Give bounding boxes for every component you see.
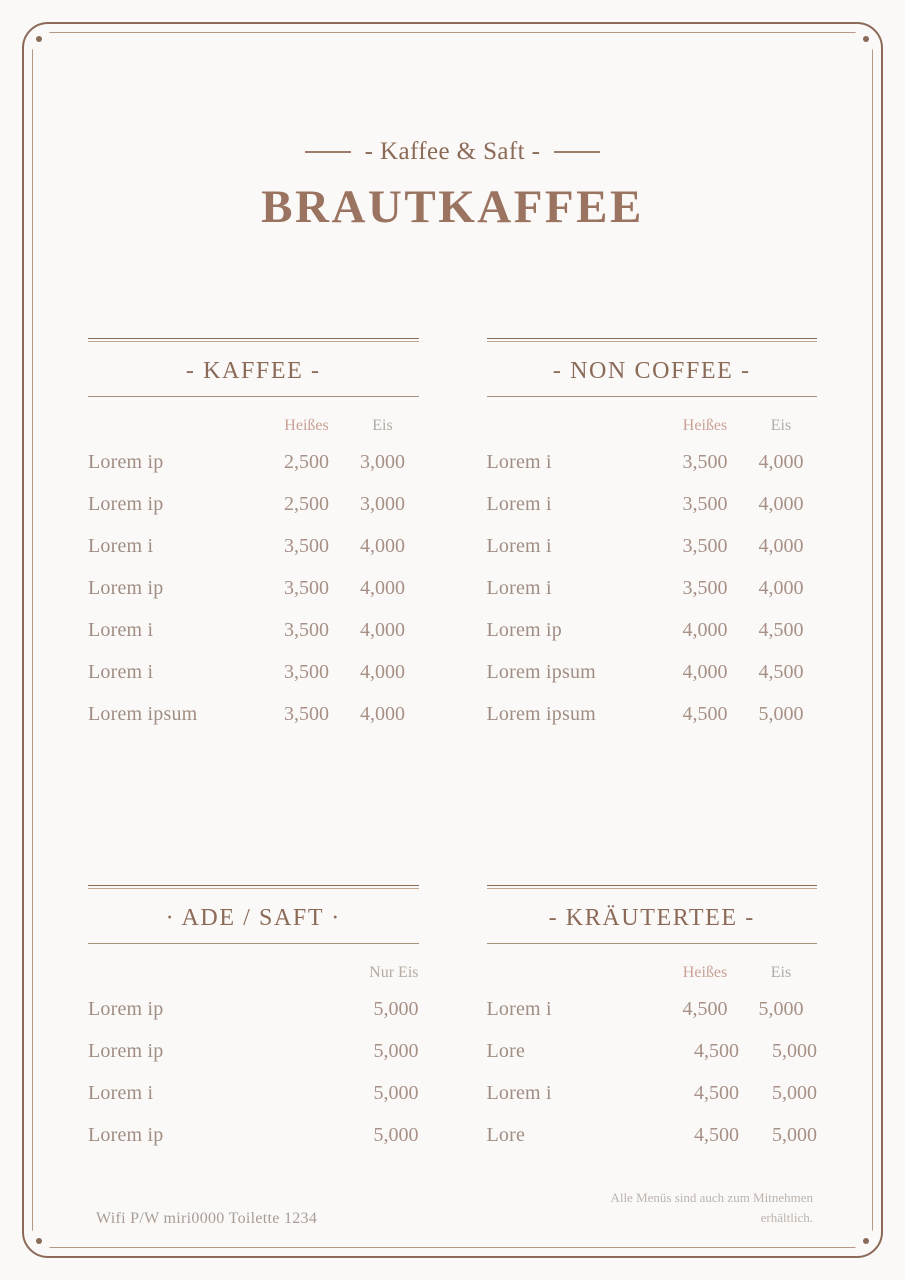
brand-title: BRAUTKAFFEE — [261, 181, 644, 233]
item-name: Lorem i — [486, 997, 552, 1020]
item-name: Lorem i — [88, 1081, 154, 1104]
item-price-ice: 4,500 — [758, 660, 804, 683]
section-header-kraeutertee — [487, 885, 818, 944]
section-title: · ADE / SAFT · — [165, 905, 341, 931]
item-name: Lorem ip — [486, 618, 562, 641]
item-name: Lorem i — [486, 576, 552, 599]
item-price-hot: 4,500 — [694, 1039, 739, 1062]
item-name: Lorem i — [486, 534, 552, 557]
menu-item — [88, 693, 419, 735]
item-price-hot: 3,500 — [284, 618, 329, 641]
menu-item — [88, 1114, 419, 1156]
menu-item — [88, 988, 419, 1030]
menu-item — [487, 525, 818, 567]
item-name: Lorem i — [486, 450, 552, 473]
item-price-ice: 4,000 — [758, 576, 804, 599]
item-name: Lorem ipsum — [486, 660, 596, 683]
item-name: Lorem ipsum — [88, 702, 198, 725]
corner-dot-bottom-right — [863, 1238, 869, 1244]
column-header-ice-only: Nur Eis — [369, 964, 419, 981]
menu-item — [88, 567, 419, 609]
menu-item — [487, 609, 818, 651]
section-kraeutertee — [487, 885, 818, 1156]
item-name: Lorem i — [486, 1081, 552, 1104]
item-list — [88, 441, 419, 735]
item-name: Lorem ip — [88, 492, 164, 515]
item-price-ice: 4,500 — [758, 618, 804, 641]
wifi-info: Wifi P/W miri0000 Toilette 1234 — [96, 1210, 318, 1227]
item-price-ice: 5,000 — [373, 997, 419, 1020]
menu-item — [487, 441, 818, 483]
section-non-coffee — [487, 338, 818, 735]
item-price-hot: 4,500 — [682, 997, 728, 1020]
item-price-ice: 4,000 — [758, 534, 804, 557]
column-headers — [487, 417, 818, 435]
section-kaffee — [88, 338, 419, 735]
item-name: Lorem ip — [88, 1123, 164, 1146]
column-header-ice: Eis — [770, 417, 792, 434]
menu-header — [0, 138, 905, 234]
section-title: - NON COFFEE - — [552, 358, 751, 384]
section-title: - KAFFEE - — [185, 358, 321, 384]
item-price-hot: 2,500 — [284, 492, 329, 515]
item-price-ice: 4,000 — [360, 618, 405, 641]
item-price-ice: 3,000 — [360, 450, 405, 473]
column-header-ice: Eis — [372, 417, 393, 434]
eyebrow-text: - Kaffee & Saft - — [364, 138, 541, 165]
item-name: Lorem i — [88, 534, 154, 557]
item-price-ice: 5,000 — [758, 702, 804, 725]
item-price-hot: 3,500 — [682, 492, 728, 515]
item-price-hot: 4,500 — [682, 702, 728, 725]
item-name: Lorem ip — [88, 1039, 164, 1062]
item-name: Lorem i — [88, 660, 154, 683]
menu-item — [487, 1114, 818, 1156]
item-price-ice: 4,000 — [360, 534, 405, 557]
menu-item — [88, 1030, 419, 1072]
section-title: - KRÄUTERTEE - — [548, 905, 755, 931]
item-price-hot: 3,500 — [682, 450, 728, 473]
menu-item — [88, 483, 419, 525]
item-price-hot: 3,500 — [284, 534, 329, 557]
corner-dot-bottom-left — [36, 1238, 42, 1244]
item-price-hot: 3,500 — [682, 534, 728, 557]
column-header-hot: Heißes — [682, 964, 728, 981]
item-price-hot: 3,500 — [284, 576, 329, 599]
menu-sections — [88, 338, 817, 1156]
column-headers — [487, 964, 818, 982]
column-header-hot: Heißes — [284, 417, 329, 434]
menu-item — [487, 651, 818, 693]
item-price-ice: 5,000 — [758, 997, 804, 1020]
column-header-hot: Heißes — [682, 417, 728, 434]
item-name: Lorem i — [88, 618, 154, 641]
item-price-ice: 4,000 — [360, 702, 405, 725]
section-header-non-coffee — [487, 338, 818, 397]
item-price-hot: 4,000 — [682, 618, 728, 641]
item-price-ice: 3,000 — [360, 492, 405, 515]
section-ade-saft — [88, 885, 419, 1156]
section-header-ade-saft — [88, 885, 419, 944]
eyebrow-rule-left — [305, 151, 351, 153]
item-price-ice: 5,000 — [373, 1081, 419, 1104]
eyebrow-rule-right — [554, 151, 600, 153]
item-price-hot: 3,500 — [284, 702, 329, 725]
column-headers — [88, 417, 419, 435]
item-price-ice: 5,000 — [772, 1039, 817, 1062]
menu-item — [487, 567, 818, 609]
item-name: Lorem ip — [88, 997, 164, 1020]
item-price-hot: 3,500 — [284, 660, 329, 683]
menu-item — [88, 525, 419, 567]
menu-item — [88, 651, 419, 693]
item-price-hot: 4,500 — [694, 1081, 739, 1104]
item-price-ice: 4,000 — [758, 492, 804, 515]
item-price-ice: 4,000 — [360, 576, 405, 599]
item-list — [487, 988, 818, 1156]
takeaway-note: Alle Menüs sind auch zum Mitnehmen erhältlich. — [610, 1189, 813, 1225]
item-price-hot: 4,000 — [682, 660, 728, 683]
item-price-ice: 4,000 — [360, 660, 405, 683]
item-price-hot: 4,500 — [694, 1123, 739, 1146]
item-name: Lorem i — [486, 492, 552, 515]
menu-item — [487, 988, 818, 1030]
menu-item — [487, 693, 818, 735]
item-price-ice: 5,000 — [772, 1123, 817, 1146]
item-name: Lore — [486, 1123, 526, 1146]
menu-item — [487, 483, 818, 525]
menu-item — [88, 441, 419, 483]
item-name: Lorem ip — [88, 576, 164, 599]
item-price-hot: 2,500 — [284, 450, 329, 473]
corner-dot-top-left — [36, 36, 42, 42]
item-price-ice: 4,000 — [758, 450, 804, 473]
column-header-ice: Eis — [770, 964, 792, 981]
menu-item — [487, 1030, 818, 1072]
menu-footer — [96, 1188, 813, 1228]
item-price-ice: 5,000 — [772, 1081, 817, 1104]
menu-item — [487, 1072, 818, 1114]
menu-item — [88, 1072, 419, 1114]
item-list — [88, 988, 419, 1156]
menu-eyebrow — [0, 138, 905, 166]
menu-item — [88, 609, 419, 651]
section-header-kaffee — [88, 338, 419, 397]
item-name: Lore — [486, 1039, 526, 1062]
corner-dot-top-right — [863, 36, 869, 42]
item-price-ice: 5,000 — [373, 1123, 419, 1146]
item-list — [487, 441, 818, 735]
item-price-hot: 3,500 — [682, 576, 728, 599]
column-headers — [88, 964, 419, 982]
item-name: Lorem ipsum — [486, 702, 596, 725]
item-price-ice: 5,000 — [373, 1039, 419, 1062]
item-name: Lorem ip — [88, 450, 164, 473]
